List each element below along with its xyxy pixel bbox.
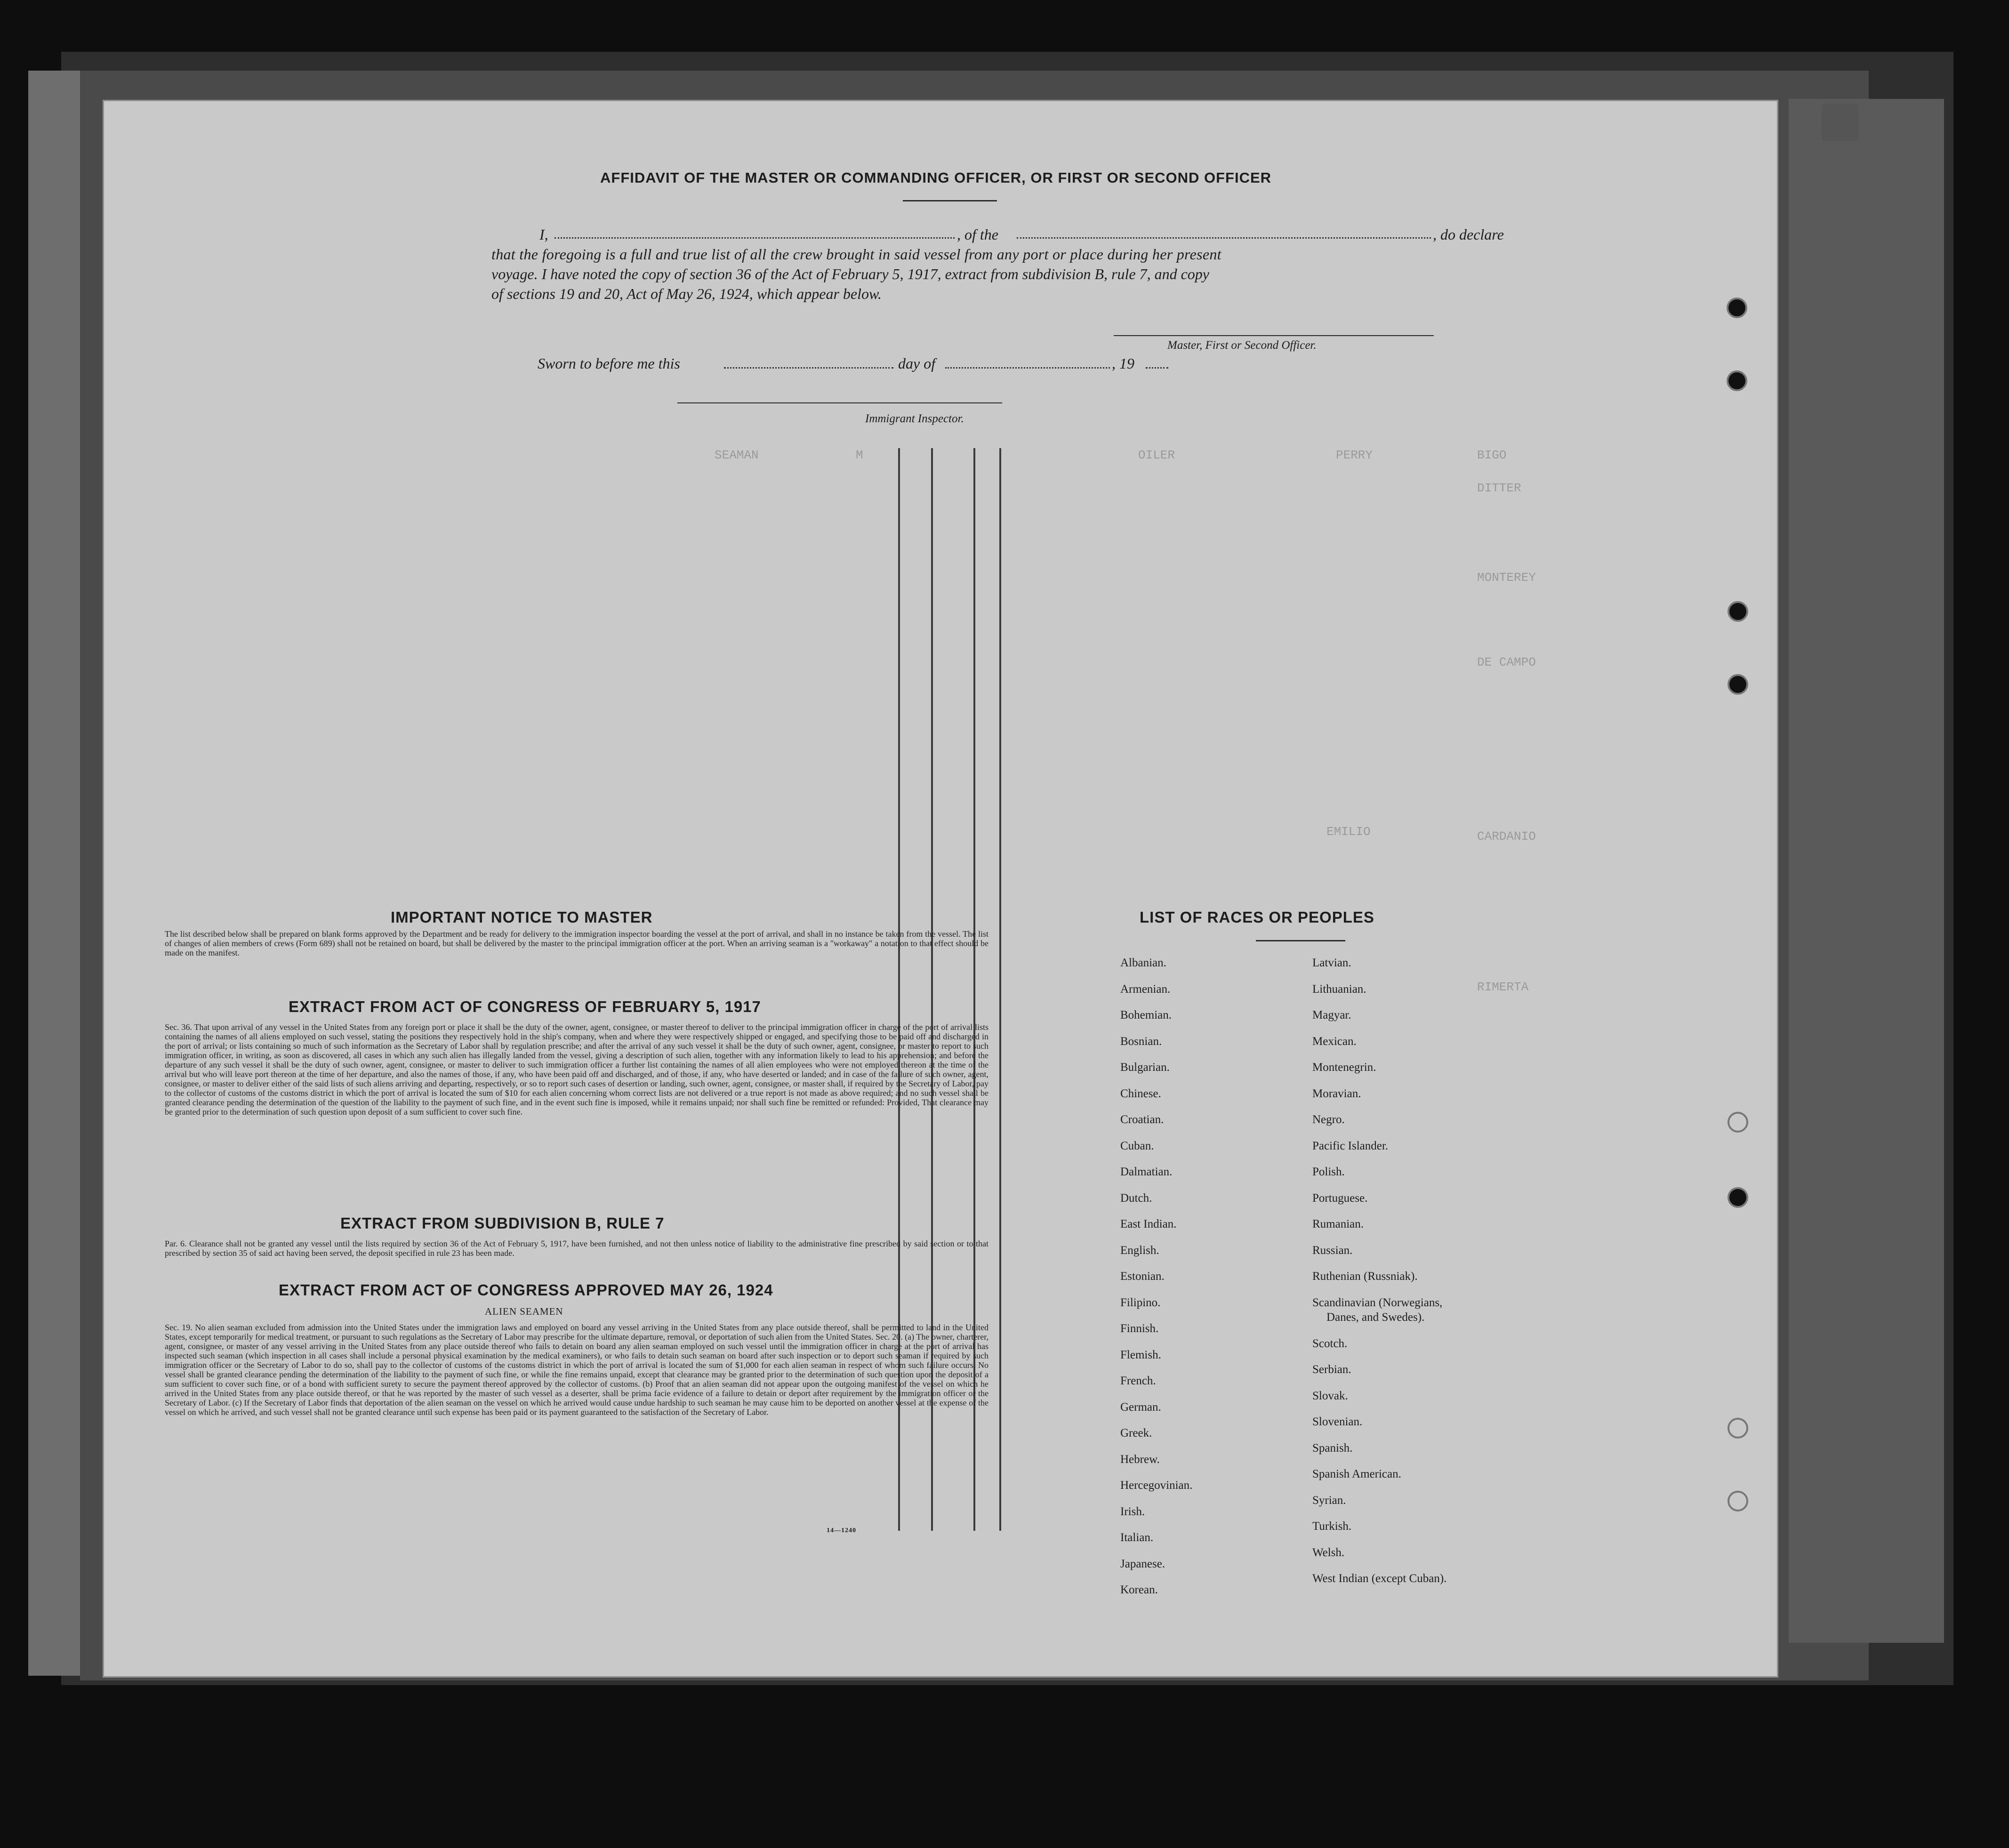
race-item: Turkish. <box>1312 1520 1352 1533</box>
race-item: Slovenian. <box>1312 1415 1363 1428</box>
race-item: Dalmatian. <box>1120 1165 1173 1178</box>
bleed-through-text: DE CAMPO <box>1477 655 1536 669</box>
punch-hole <box>1728 1418 1748 1438</box>
races-title: LIST OF RACES OR PEOPLES <box>1140 908 1374 926</box>
race-item: Korean. <box>1120 1583 1158 1596</box>
bleed-through-text: M <box>856 448 863 462</box>
race-item: Filipino. <box>1120 1296 1161 1309</box>
right-page-edge <box>1789 99 1944 1643</box>
race-item: Hercegovinian. <box>1120 1479 1193 1492</box>
bleed-through-text: DITTER <box>1477 481 1521 495</box>
manifest-sheet <box>103 100 1778 1678</box>
extract-1924-body: Sec. 19. No alien seaman excluded from admission into the United States under the immigration laws and employed on board any vessel arriving in the United States from any place outside thereof, shall be permitted to land in the United States, except temporarily for medical treatment, or pursuant to such regulations as the Secretary of Labor may prescribe for the ultimate departure, removal, or deportation of such alien from the United States. Sec. 20. (a) The owner, charterer, agent, consignee, or master of any vessel arriving in the United States from any place outside thereof who fails to detain on board any alien seaman employed on such vessel until the immigration officer in charge at the port of arrival has inspected such seaman (which inspection in all cases shall include a personal physical examination by the medical examiners), or who fails to detain such seaman on board after such inspection or to deport such seaman if required by such immigration officer or the Secretary of Labor to do so, shall pay to the collector of customs of the customs district in which the port of arrival is located the sum of $1,000 for each alien seaman in respect of whom such failure occurs. No vessel shall be granted clearance pending the determination of the liability to the payment of such fine, or while the fine remains unpaid, except that clearance may be granted prior to the determination of such question upon the deposit of a sum sufficient to cover such fine, or of a bond with sufficient surety to secure the payment thereof approved by the collector of customs. (b) Proof that an alien seaman did not appear upon the outgoing manifest of the vessel on which he arrived in the United States from any place outside thereof, or that he was reported by the master of such vessel as a deserter, shall be prima facie evidence of a failure to detain or deport after requirement by the immigration officer or the Secretary of Labor. (c) If the Secretary of Labor finds that deportation of the alien seaman on the vessel on which he arrived would cause undue hardship to such seaman he may cause him to be deported on another vessel at the expense of the vessel on which he arrived, and such vessel shall not be granted clearance until such expense has been paid or its payment guaranteed to the satisfaction of the Secretary of Labor. <box>165 1323 988 1417</box>
extract-1917-body: Sec. 36. That upon arrival of any vessel in the United States from any foreign port or place it shall be the duty of the owner, agent, consignee, or master thereof to deliver to the principal immigration officer in charge of the port of arrival lists containing the names of all aliens employed on such vessel, stating the positions they respectively hold in the ship's company, when and where they were respectively shipped or engaged, and specifying those to be paid off and discharged in the port of arrival; or lists containing so much of such information as the Secretary of Labor shall by regulation prescribe; and after the arrival of any such vessel it shall be the duty of such owner, agent, consignee, or master to report to such immigration officer, in writing, as soon as discovered, all cases in which any such alien has illegally landed from the vessel, giving a description of such alien, together with any information likely to lead to his apprehension; and before the departure of any such vessel it shall be the duty of such owner, agent, consignee, or master to deliver to such immigration officer a further list containing the names of all alien employees who were not employed thereon at the time of the arrival but who will leave port thereon at the time of her departure, and also the names of those, if any, who have been paid off and discharged, and of those, if any, who have deserted or landed; and in case of the failure of such owner, agent, consignee, or master to deliver either of the said lists of such aliens arriving and departing, respectively, or so to report such cases of desertion or landing, such owner, agent, consignee, or master shall, if required by the Secretary of Labor, pay to the collector of customs of the customs district in which the port of arrival is located the sum of $10 for each alien concerning whom correct lists are not delivered or a true report is not made as above required; and no such vessel shall be granted clearance pending the determination of the question of the liability to the payment of such fine, and in the event such fine is imposed, while it remains unpaid; nor shall such fine be remitted or refunded: Provided, That clearance may be granted prior to the determination of such question upon deposit of a sum sufficient to cover such fine. <box>165 1022 988 1117</box>
sworn-label: Sworn to before me this <box>538 355 680 372</box>
race-item: Lithuanian. <box>1312 982 1366 996</box>
race-item: German. <box>1120 1400 1161 1414</box>
race-item: Spanish American. <box>1312 1468 1401 1480</box>
bleed-through-text: BIGO <box>1477 448 1507 462</box>
affidavit-i: I, <box>539 226 548 243</box>
affidavit-line-4: of sections 19 and 20, Act of May 26, 1924, which appear below. <box>491 285 882 302</box>
race-item: Latvian. <box>1312 956 1351 969</box>
race-item: East Indian. <box>1120 1218 1177 1230</box>
race-item: Scandinavian (Norwegians, <box>1312 1296 1443 1309</box>
year-label: , 19 <box>1112 355 1134 372</box>
race-item: Ruthenian (Russniak). <box>1312 1270 1418 1283</box>
bleed-through-text: RIMERTA <box>1477 980 1529 994</box>
race-item: Irish. <box>1120 1505 1145 1518</box>
extract-1924-title: EXTRACT FROM ACT OF CONGRESS APPROVED MAY 26, 1924 <box>279 1281 773 1299</box>
race-item: Croatian. <box>1120 1113 1164 1126</box>
affidavit-title: AFFIDAVIT OF THE MASTER OR COMMANDING OFFICER, OR FIRST OR SECOND OFFICER <box>600 169 1272 186</box>
inspector-signature-line[interactable] <box>677 402 1002 403</box>
race-item: Montenegrin. <box>1312 1061 1376 1074</box>
punch-hole <box>1728 674 1748 695</box>
bleed-through-text: SEAMAN <box>715 448 759 462</box>
notice-body: The list described below shall be prepared on blank forms approved by the Department and be ready for delivery to the immigration inspector boarding the vessel at the port of arrival, and shall in no instance be taken from the vessel. The list of changes of alien members of crews (Form 689) shall not be retained on board, but shall be delivered by the master to the principal immigration officer at the port. When an arriving seaman is a "workaway" a notation to that effect should be made on the manifest. <box>165 929 988 957</box>
races-title-underline <box>1256 940 1345 941</box>
race-item: Greek. <box>1120 1427 1152 1439</box>
race-item: Spanish. <box>1312 1441 1353 1454</box>
race-item: Armenian. <box>1120 982 1171 996</box>
race-item: Italian. <box>1120 1531 1154 1544</box>
affidavit-declare: , do declare <box>1433 226 1504 243</box>
race-item: Dutch. <box>1120 1191 1152 1205</box>
race-item: Magyar. <box>1312 1009 1351 1021</box>
race-item: Slovak. <box>1312 1389 1348 1402</box>
punch-hole <box>1727 297 1747 318</box>
race-item: Japanese. <box>1120 1557 1165 1570</box>
race-item: Portuguese. <box>1312 1191 1368 1205</box>
title-underline <box>903 200 997 201</box>
race-item: Flemish. <box>1120 1348 1161 1361</box>
race-item: Cuban. <box>1120 1139 1154 1152</box>
bleed-through-text: CARDANIO <box>1477 829 1536 844</box>
race-item: English. <box>1120 1244 1159 1257</box>
races-column-2 <box>1312 950 1446 1592</box>
race-item: Polish. <box>1312 1165 1345 1178</box>
race-item: French. <box>1120 1374 1156 1387</box>
affidavit-line-2: that the foregoing is a full and true list of all the crew brought in said vessel from any port or place during her present <box>491 246 1221 263</box>
extract-rule7-body: Par. 6. Clearance shall not be granted any vessel until the lists required by section 36 of the Act of February 5, 1917, have been furnished, and not then unless notice of liability to the administrative fine prescribed by said section or to that prescribed by section 35 of said act having been served, the deposit specified in rule 23 has been made. <box>165 1239 988 1258</box>
race-item: Serbian. <box>1312 1363 1351 1376</box>
race-item: Rumanian. <box>1312 1218 1364 1230</box>
day-of-label: day of <box>898 355 936 372</box>
sworn-day-blank[interactable] <box>724 367 893 369</box>
master-signature-label: Master, First or Second Officer. <box>1167 339 1317 352</box>
extract-1924-subtitle: ALIEN SEAMEN <box>485 1306 563 1317</box>
race-item: Chinese. <box>1120 1087 1161 1100</box>
bleed-through-text: EMILIO <box>1326 825 1371 839</box>
binder-tab <box>1822 104 1858 141</box>
officer-name-blank[interactable] <box>554 237 955 239</box>
race-item: Mexican. <box>1312 1035 1357 1048</box>
races-column-1 <box>1120 950 1192 1603</box>
race-item: Danes, and Swedes). <box>1326 1311 1425 1324</box>
extract-rule7-title: EXTRACT FROM SUBDIVISION B, RULE 7 <box>340 1214 665 1232</box>
bleed-through-text: PERRY <box>1336 448 1373 462</box>
affidavit-line-3: voyage. I have noted the copy of section 36 of the Act of February 5, 1917, extract from subdivision B, rule 7, and copy <box>491 265 1209 282</box>
bleed-through-column-line <box>999 448 1001 1531</box>
master-signature-line[interactable] <box>1114 335 1434 336</box>
punch-hole <box>1728 1187 1748 1208</box>
race-item: Bulgarian. <box>1120 1061 1170 1074</box>
punch-hole <box>1728 1112 1748 1133</box>
sworn-year-blank[interactable] <box>1146 367 1168 369</box>
race-item: Welsh. <box>1312 1546 1345 1559</box>
race-item: Russian. <box>1312 1244 1353 1257</box>
bleed-through-text: OILER <box>1138 448 1175 462</box>
race-item: Bosnian. <box>1120 1035 1162 1048</box>
race-item: Hebrew. <box>1120 1453 1160 1466</box>
punch-hole <box>1728 601 1748 622</box>
bleed-through-text: MONTEREY <box>1477 570 1536 585</box>
race-item: West Indian (except Cuban). <box>1312 1572 1447 1585</box>
notice-title: IMPORTANT NOTICE TO MASTER <box>391 908 653 926</box>
inspector-signature-label: Immigrant Inspector. <box>865 412 964 425</box>
race-item: Negro. <box>1312 1113 1345 1126</box>
affidavit-of-the: , of the <box>957 226 998 243</box>
race-item: Moravian. <box>1312 1087 1361 1100</box>
sworn-month-blank[interactable] <box>945 367 1110 369</box>
race-item: Pacific Islander. <box>1312 1139 1389 1152</box>
race-item: Estonian. <box>1120 1270 1165 1283</box>
race-item: Syrian. <box>1312 1494 1346 1507</box>
race-item: Finnish. <box>1120 1322 1159 1335</box>
punch-hole <box>1728 1491 1748 1511</box>
race-item: Albanian. <box>1120 956 1166 969</box>
extract-1917-title: EXTRACT FROM ACT OF CONGRESS OF FEBRUARY 5, 1917 <box>289 998 761 1015</box>
form-number: 14—1240 <box>827 1527 856 1534</box>
race-item: Scotch. <box>1312 1337 1348 1350</box>
punch-hole <box>1727 370 1747 391</box>
vessel-name-blank[interactable] <box>1017 237 1431 239</box>
race-item: Bohemian. <box>1120 1009 1172 1021</box>
